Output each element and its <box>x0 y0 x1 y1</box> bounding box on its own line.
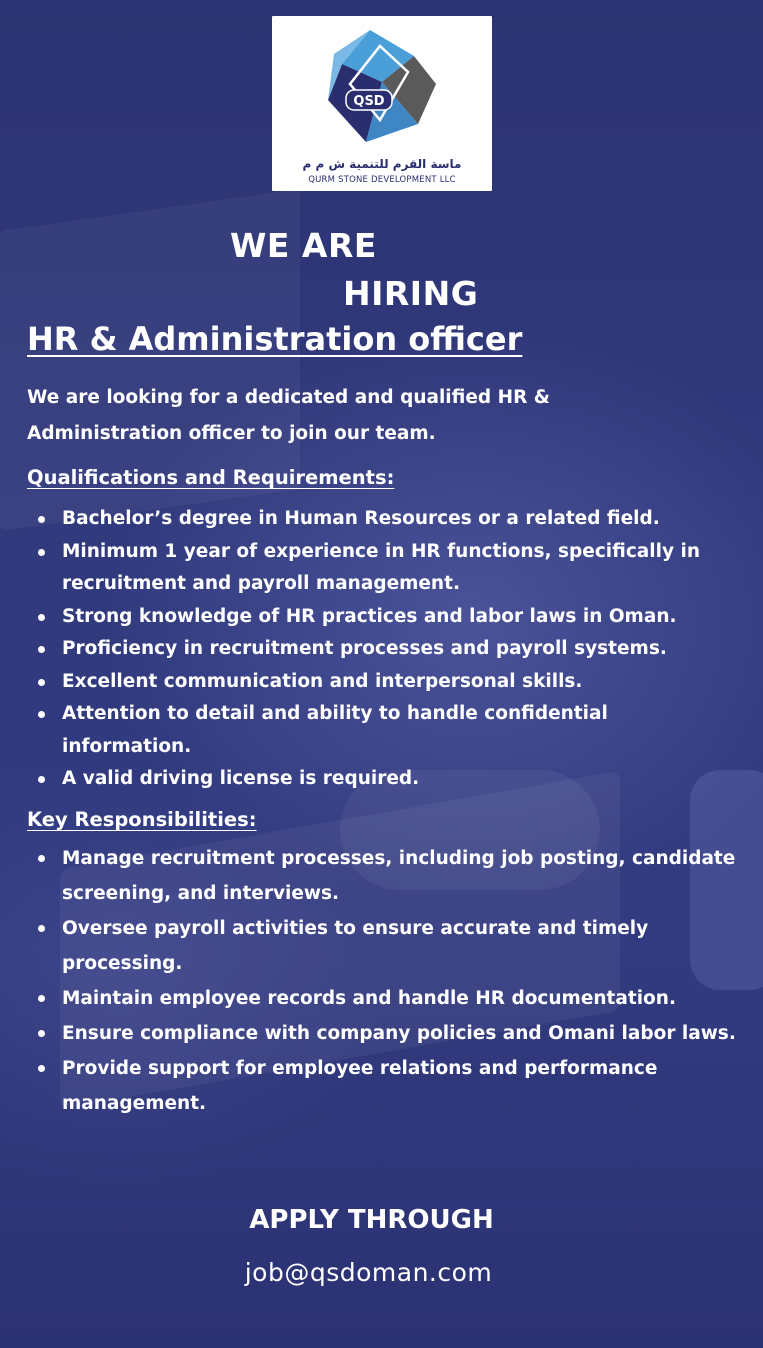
company-logo <box>272 16 492 191</box>
headline-line-1: WE ARE <box>230 226 377 265</box>
list-item <box>27 536 737 601</box>
bullet-dot <box>38 855 45 862</box>
responsibilities-heading: Key Responsibilities: <box>27 808 257 831</box>
list-item-text: Excellent communication and interpersonal skills. <box>62 670 583 692</box>
list-item <box>27 763 737 796</box>
job-title: HR & Administration officer <box>27 320 523 358</box>
list-item-text: Minimum 1 year of experience in HR functions, specifically in recruitment and payroll management. <box>62 540 700 594</box>
list-item <box>27 698 737 763</box>
bullet-dot <box>38 614 45 621</box>
bullet-dot <box>38 1030 45 1037</box>
logo-arabic-name: ماسة القرم للتنمية ش م م <box>302 157 462 171</box>
list-item <box>27 503 737 536</box>
bullet-dot <box>38 1065 45 1072</box>
bullet-dot <box>38 995 45 1002</box>
list-item-text: Strong knowledge of HR practices and labor laws in Oman. <box>62 605 677 627</box>
list-item-text: Attention to detail and ability to handle confidential information. <box>62 703 608 757</box>
bullet-dot <box>38 679 45 686</box>
list-item <box>27 1051 737 1121</box>
apply-email-link[interactable]: job@qsdoman.com <box>244 1258 493 1287</box>
list-item-text: Oversee payroll activities to ensure accurate and timely processing. <box>62 918 649 974</box>
list-item <box>27 841 737 911</box>
bullet-dot <box>38 516 45 523</box>
bullet-dot <box>38 925 45 932</box>
bullet-dot <box>38 776 45 783</box>
list-item-text: A valid driving license is required. <box>62 768 420 789</box>
headline-line-2: HIRING <box>343 274 479 313</box>
logo-mark-text: QSD <box>353 94 385 109</box>
list-item-text: Proficiency in recruitment processes and payroll systems. <box>62 638 667 659</box>
list-item <box>27 981 737 1016</box>
logo-english-name: QURM STONE DEVELOPMENT LLC <box>308 175 456 185</box>
list-item-text: Provide support for employee relations and performance management. <box>62 1058 658 1114</box>
list-item <box>27 666 737 699</box>
intro-text: We are looking for a dedicated and qualified HR & Administration officer to join our team. <box>27 387 550 444</box>
bullet-dot <box>38 711 45 718</box>
bullet-dot <box>38 549 45 556</box>
list-item <box>27 1016 737 1051</box>
responsibilities-list <box>27 841 737 1121</box>
list-item-text: Manage recruitment processes, including job posting, candidate screening, and interviews. <box>62 848 736 904</box>
list-item <box>27 633 737 666</box>
list-item <box>27 601 737 634</box>
apply-through-label: APPLY THROUGH <box>249 1205 494 1235</box>
qualifications-list <box>27 503 737 796</box>
qualifications-heading: Qualifications and Requirements: <box>27 466 395 489</box>
list-item-text: Maintain employee records and handle HR documentation. <box>62 988 676 1009</box>
bullet-dot <box>38 646 45 653</box>
list-item <box>27 911 737 981</box>
qsd-logo-icon <box>322 24 442 154</box>
list-item-text: Bachelor’s degree in Human Resources or a related field. <box>62 508 660 529</box>
list-item-text: Ensure compliance with company policies and Omani labor laws. <box>62 1023 736 1044</box>
